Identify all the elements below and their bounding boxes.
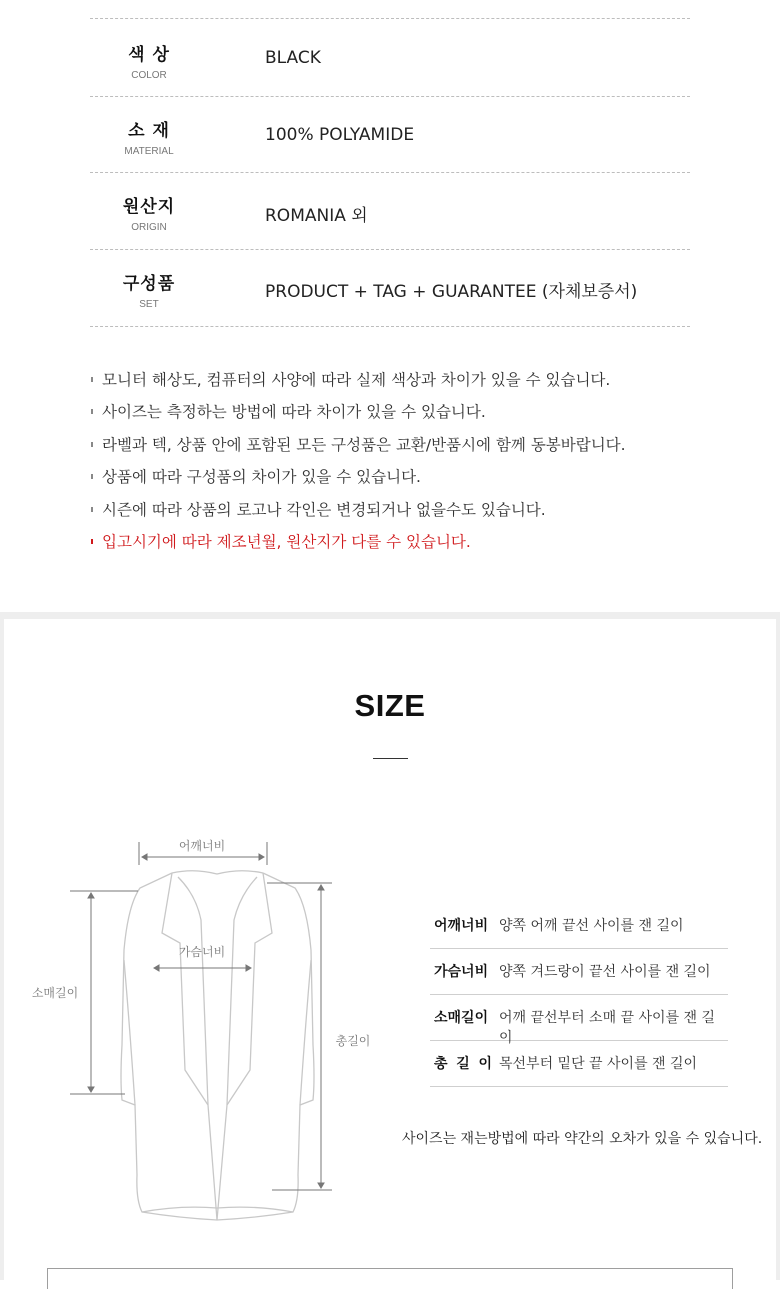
- spec-value: 100% POLYAMIDE: [265, 125, 415, 145]
- measurement-row: [430, 1041, 728, 1087]
- spec-label-kr: 색 상: [128, 45, 170, 65]
- notice-item: 모니터 해상도, 컴퓨터의 사양에 따라 실제 색상과 차이가 있을 수 있습니다.: [90, 365, 730, 397]
- notice-item: 상품에 따라 구성품의 차이가 있을 수 있습니다.: [90, 462, 730, 494]
- notice-item-highlight: 입고시기에 따라 제조년월, 원산지가 다를 수 있습니다.: [90, 527, 730, 559]
- measurement-term: 총 길 이: [434, 1056, 492, 1072]
- spec-value: ROMANIA 외: [265, 206, 368, 226]
- measurement-row: [430, 949, 728, 995]
- spec-value: PRODUCT + TAG + GUARANTEE (자체보증서): [265, 282, 638, 302]
- measurement-term: 어깨너비: [434, 918, 489, 934]
- measure-lines: [70, 842, 332, 1190]
- diagram-label-shoulder: 어깨너비: [178, 839, 226, 853]
- diagram-label-sleeve: 소매길이: [31, 986, 79, 1000]
- measurement-desc: 양쪽 어깨 끝선 사이를 잰 길이: [499, 918, 684, 934]
- spec-label-en: COLOR: [131, 70, 167, 81]
- size-title: SIZE: [354, 688, 426, 723]
- spec-label-kr: 소 재: [128, 121, 170, 141]
- spec-label-kr: 구성품: [122, 274, 176, 294]
- size-note: 사이즈는 재는방법에 따라 약간의 오차가 있을 수 있습니다.: [402, 1131, 763, 1147]
- spec-label-en: SET: [139, 299, 159, 310]
- spec-label-kr: 원산지: [122, 197, 176, 217]
- coat-outline: [121, 871, 314, 1220]
- notice-item: 사이즈는 측정하는 방법에 따라 차이가 있을 수 있습니다.: [90, 397, 730, 429]
- measurement-term: 소매길이: [434, 1010, 489, 1026]
- measurement-row: [430, 903, 728, 949]
- notice-item: 라벨과 텍, 상품 안에 포함된 모든 구성품은 교환/반품시에 함께 동봉바랍니다.: [90, 430, 730, 462]
- spec-value: BLACK: [265, 48, 321, 68]
- notice-item: 시즌에 따라 상품의 로고나 각인은 변경되거나 없을수도 있습니다.: [90, 495, 730, 527]
- diagram-label-chest: 가슴너비: [178, 945, 226, 959]
- measurement-row: [430, 995, 728, 1046]
- spec-label-en: ORIGIN: [131, 222, 167, 233]
- measurement-desc: 양쪽 겨드랑이 끝선 사이를 잰 길이: [499, 964, 711, 980]
- next-section-frame: [47, 1268, 733, 1289]
- measurement-guide: [430, 903, 728, 1087]
- measurement-desc: 목선부터 밑단 끝 사이를 잰 길이: [499, 1056, 698, 1072]
- diagram-label-length: 총길이: [335, 1034, 371, 1048]
- spec-label-en: MATERIAL: [124, 146, 174, 157]
- measurement-term: 가슴너비: [434, 964, 489, 980]
- measurement-desc: 어깨 끝선부터 소매 끝 사이를 잰 길이: [499, 1010, 716, 1046]
